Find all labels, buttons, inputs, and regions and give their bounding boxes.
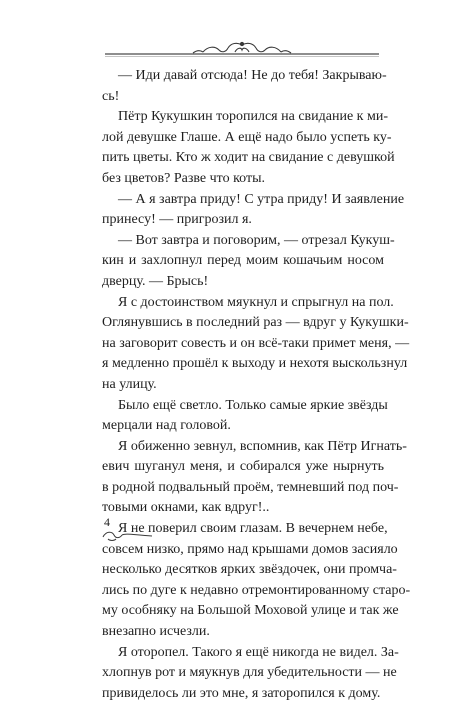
text-line: Пётр Кукушкин торопился на свидание к ми-	[118, 109, 388, 125]
text-line: дверцу. — Брысь!	[102, 273, 209, 289]
text-line: без цветов? Разве что коты.	[102, 170, 266, 186]
text-line: — Вот завтра и поговорим, — отрезал Кукуш-	[118, 232, 395, 248]
text-line: мерцали над головой.	[102, 418, 231, 434]
text-line: сь!	[102, 88, 120, 104]
paragraph-5	[102, 293, 410, 396]
paragraph-9	[102, 643, 399, 704]
top-ornament	[103, 38, 381, 62]
text-line: евич шуганул меня, и собирался уже нырнуть	[102, 459, 384, 475]
text-line: Оглянувшись в последний раз — вдруг у Кукушки-	[102, 315, 409, 331]
text-line: на заговорит совесть и он всё-таки примет меня, —	[102, 335, 410, 351]
text-line: — Иди давай отсюда! Не до тебя! Закрываю-	[118, 68, 387, 83]
paragraph-2	[102, 107, 395, 189]
text-line: — А я завтра приду! С утра приду! И заявление	[118, 191, 405, 207]
text-line: пить цветы. Кто ж ходит на свидание с девушкой	[102, 150, 395, 166]
page-footer	[100, 515, 160, 545]
text-line: Я обиженно зевнул, вспомнив, как Пётр Игнать-	[118, 438, 407, 454]
text-line: в родной подвальный проём, темневший под поч-	[102, 479, 399, 495]
text-line: кин и захлопнул перед моим кошачьим носом	[102, 253, 384, 269]
text-line: я медленно прошёл к выходу и нехотя выскользнул	[102, 356, 408, 372]
text-line: Я с достоинством мяукнул и спрыгнул на пол.	[118, 294, 394, 310]
footer-ornament	[100, 527, 155, 543]
paragraph-7	[102, 437, 407, 519]
text-line: совсем низко, прямо над крышами домов засияло	[102, 541, 398, 557]
paragraph-6	[102, 396, 388, 437]
text-line: Я не поверил своим глазам. В вечернем небе,	[118, 521, 388, 537]
text-line: привиделось ли это мне, я заторопился к дому.	[102, 685, 381, 701]
text-line: на улицу.	[102, 376, 157, 392]
text-line: Было ещё светло. Только самые яркие звёзды	[118, 397, 388, 413]
text-line: товыми окнами, как вдруг!..	[102, 500, 270, 516]
text-line: несколько десятков ярких звёздочек, они промча-	[102, 562, 397, 578]
paragraph-3	[102, 190, 405, 231]
paragraph-4	[102, 231, 395, 293]
text-line: лись по дуге к недавно отремонтированному старо-	[102, 582, 411, 598]
text-line: Я оторопел. Такого я ещё никогда не видел. За-	[118, 644, 399, 660]
book-text	[102, 66, 411, 704]
paragraph-1	[102, 66, 387, 107]
text-line: принесу! — пригрозил я.	[102, 212, 252, 228]
text-line: му особняку на Большой Моховой улице и так же	[102, 603, 399, 619]
text-line: хлопнув рот и мяукнув для убедительности — не	[102, 665, 397, 681]
text-line: внезапно исчезли.	[102, 624, 210, 640]
page-number: 4	[104, 515, 110, 529]
text-line: лой девушке Глаше. А ещё надо было успеть ку-	[102, 129, 392, 145]
